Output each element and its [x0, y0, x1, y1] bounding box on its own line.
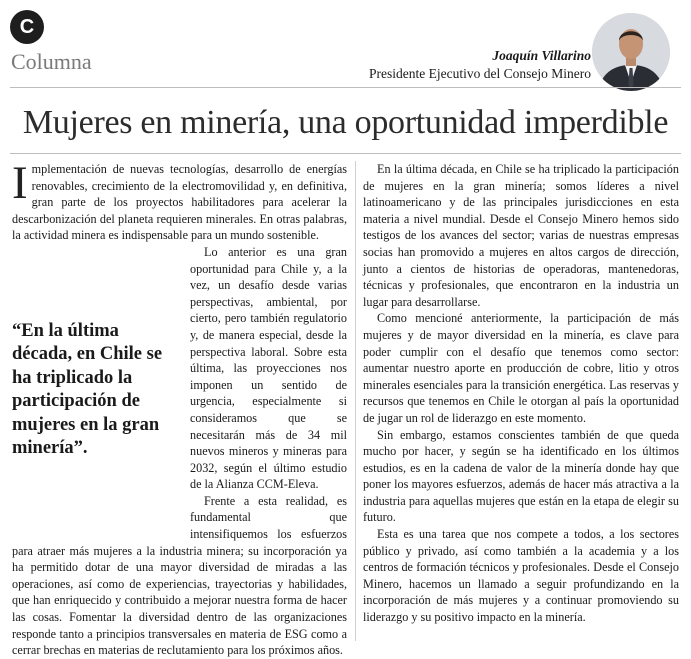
- paragraph-5: Como mencioné anteriormente, la participación de más mujeres y de mayor diversidad en la minería, es clave para poder cumplir con el desafío que tenemos como sector: aumentar nuestro aporte en producción de cobre, litio y otros minerales esenciales para la transición energética. Las reservas y recursos que tenemos en Chile le otorgan al país la oportunidad de jugar un rol de liderazgo en este momento.: [363, 311, 679, 425]
- paragraph-4: En la última década, en Chile se ha triplicado la participación de mujeres en la gran minería; somos líderes a nivel latinoamericano y de las principales jurisdicciones en esta materia a nivel mundial. Desde el Consejo Minero hemos sido testigos de los avances del sector; varias de nuestras empresas socias han promovido a mujeres en altos cargos de dirección, junto a cientos de historias de operadoras, mantenedoras, técnicas y profesionales, que encontraron en la industria un lugar para desarrollarse.: [363, 162, 679, 309]
- author-byline: [369, 47, 591, 83]
- header-divider: [10, 87, 681, 88]
- column-left: [12, 157, 347, 659]
- paragraph-1-text: mplementación de nuevas tecnologías, desarrollo de energías renovables, crecimiento de la electromovilidad y, en definitiva, gran parte de los proyectos habilitadores para acelerar la descarbonización del planeta requieren minerales. En otras palabras, la actividad minera es indispensable para un mundo sostenible.: [12, 162, 347, 243]
- section-badge: C: [10, 10, 44, 44]
- column-divider: [355, 161, 356, 641]
- pull-quote: “En la última década, en Chile se ha triplicado la participación de mujeres en la gran minería”.: [12, 320, 163, 459]
- headline-divider: [10, 153, 681, 154]
- article-headline: Mujeres en minería, una oportunidad imperdible: [22, 104, 669, 141]
- paragraph-2: Lo anterior es una gran oportunidad para Chile y, a la vez, un desafío desde varias perspectivas, ambiental, por cierto, pero también regulatorio y, de manera especial, desde la perspectiva laboral. Sobre esta última, las proyecciones nos imponen un sentido de urgencia, especialmente si consideramos que se necesitarán más de 34 mil nuevos mineros y mineras para 2032, según el último estudio de la Alianza CCM-Eleva.: [190, 244, 347, 492]
- portrait-illustration: [592, 13, 670, 91]
- paragraph-1: [12, 157, 347, 244]
- author-portrait: [592, 13, 670, 91]
- author-role: Presidente Ejecutivo del Consejo Minero: [369, 66, 591, 81]
- paragraph-3: Frente a esta realidad, es fundamental que intensifiquemos los esfuerzos para atraer más mujeres a la industria minera; su incorporación ya ha permitido dotar de una mayor diversidad de miradas a las operaciones, así como de experiencias, trayectorias y habilidades, que han enriquecido y contribuido a mejorar nuestra forma de hacer las cosas. Fomentar la diversidad dentro de las organizaciones responde tanto a principios transversales en materia de ESG como a cerrar brechas en materias de reclutamiento para los próximos años.: [12, 493, 347, 658]
- pull-quote-box: [12, 244, 180, 540]
- section-label: Columna: [11, 49, 92, 74]
- paragraph-7: Esta es una tarea que nos compete a todos, a los sectores público y privado, así como también a la academia y a los centros de formación técnicos y profesionales. Desde el Consejo Minero, hacemos un llamado a seguir profundizando en la incorporación de más mujeres y a continuar promoviendo su liderazgo y su positivo impacto en la minería.: [363, 527, 679, 625]
- paragraph-6: Sin embargo, estamos conscientes también de que queda mucho por hacer, y según se ha identificado en los últimos estudios, es en la cadena de valor de la minería donde hay que poner los mayores esfuerzos, además de hacer más atractiva a la industria para aquellas mujeres que están en la etapa de elegir su futuro.: [363, 427, 679, 525]
- drop-cap: I: [12, 157, 28, 209]
- author-name: Joaquín Villarino: [492, 48, 591, 63]
- column-right: [363, 161, 679, 626]
